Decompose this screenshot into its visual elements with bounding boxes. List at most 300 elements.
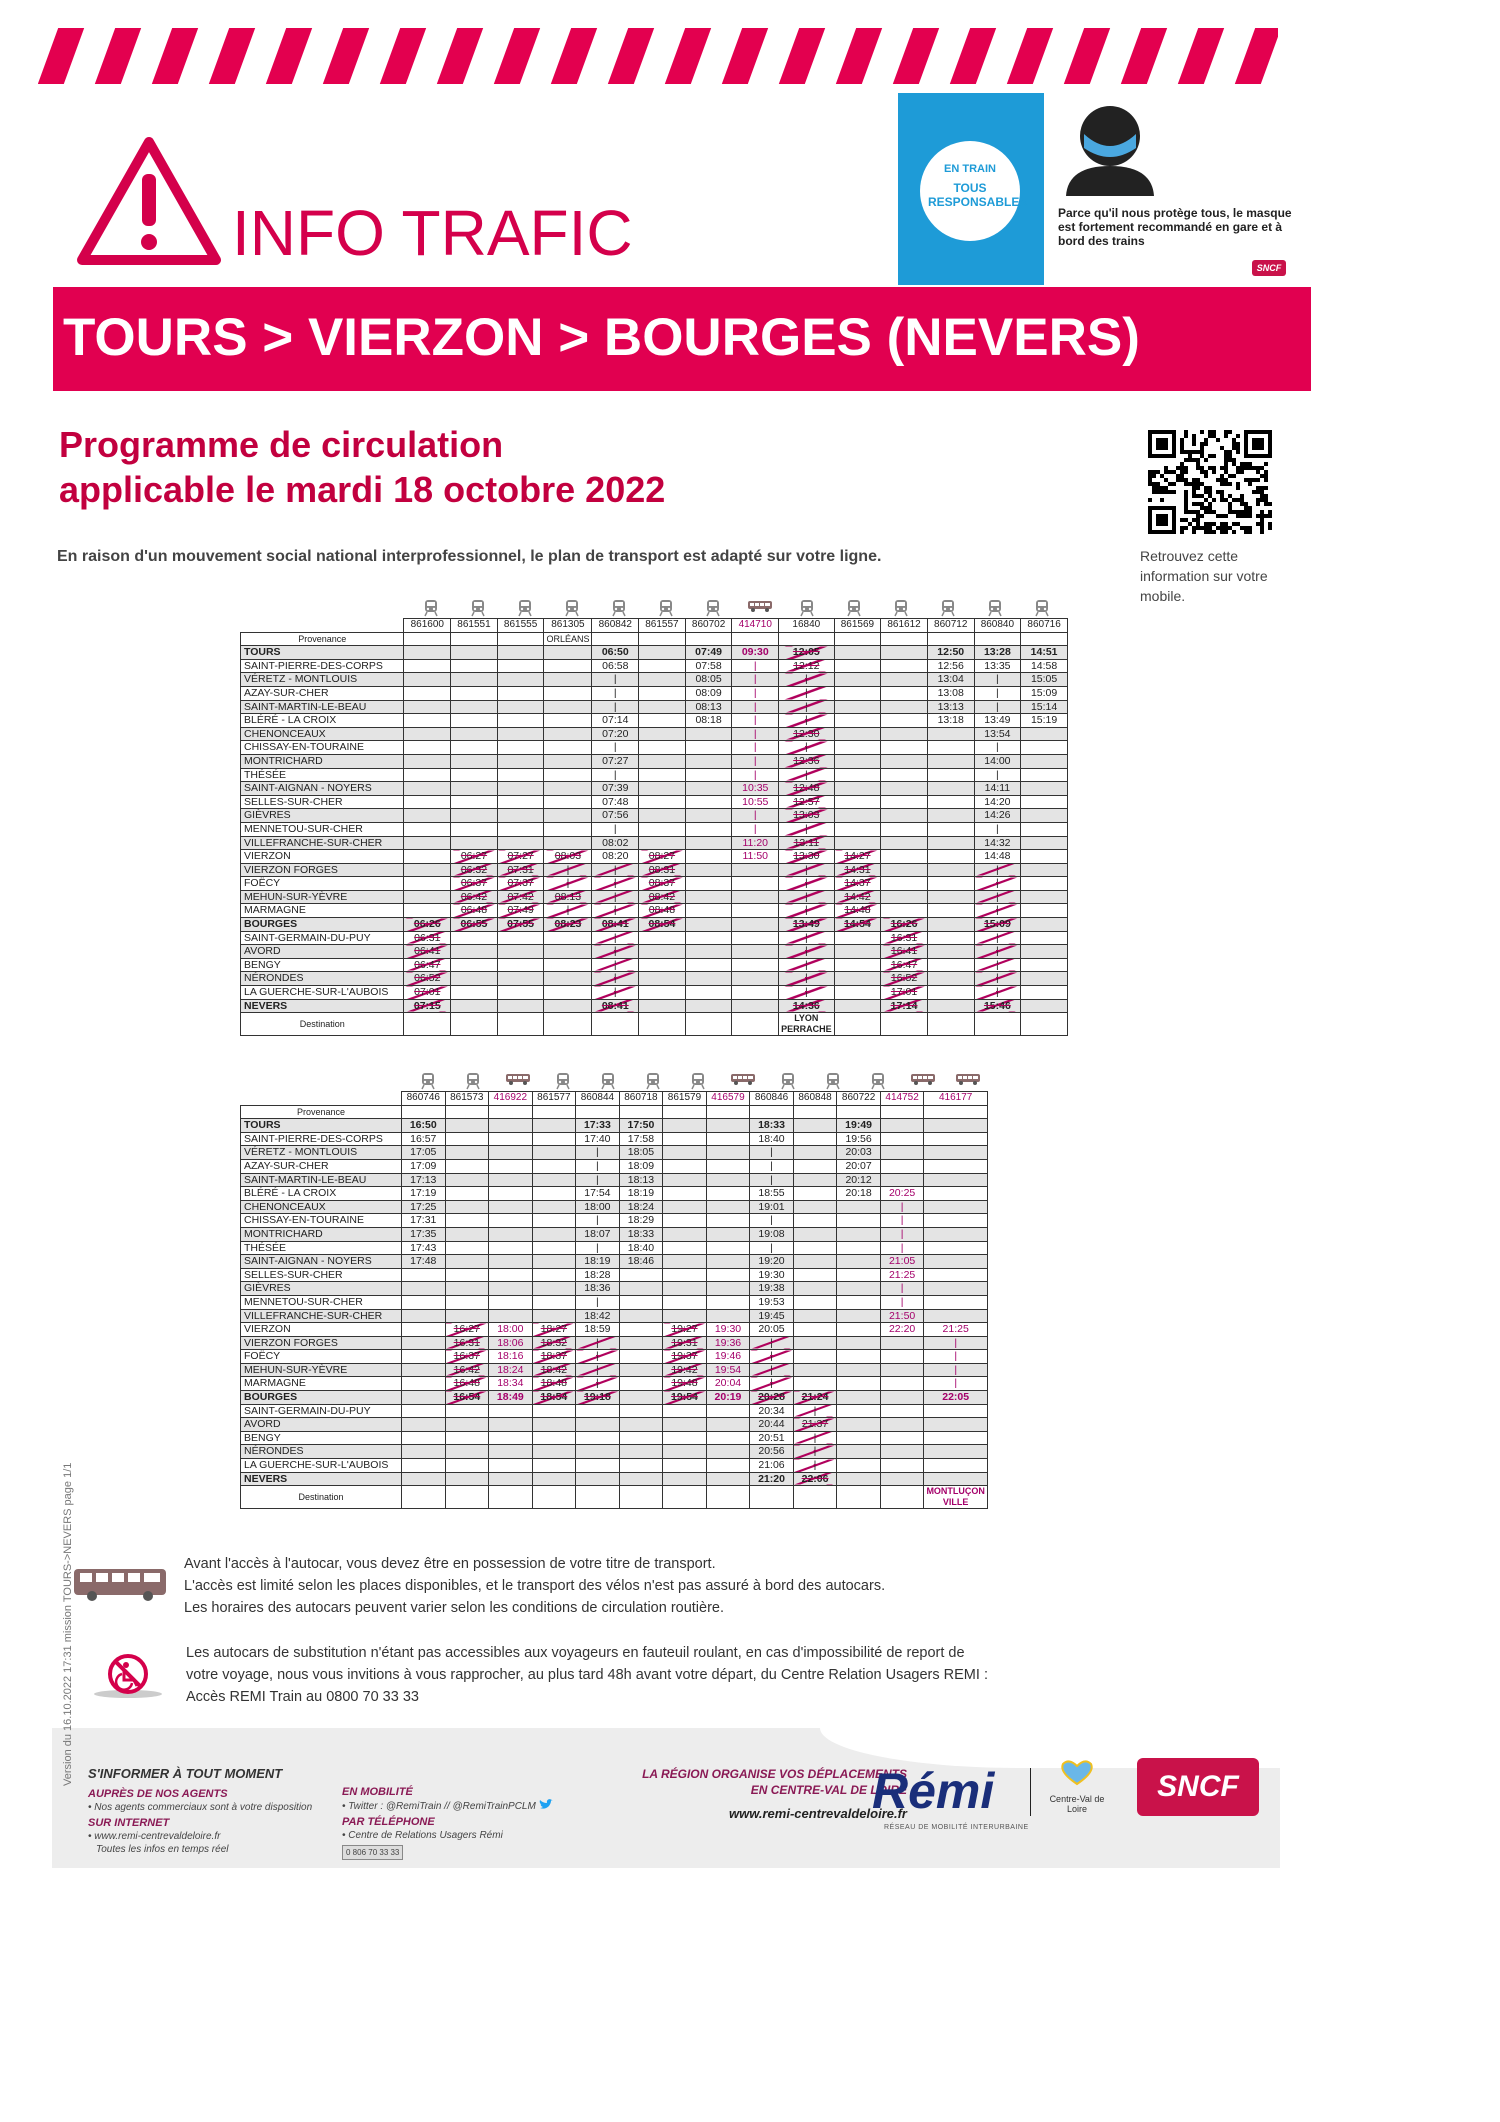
time-cell	[881, 850, 928, 864]
train-number-row	[241, 619, 1068, 633]
time-cell	[451, 890, 498, 904]
time-cell	[445, 1336, 489, 1350]
time-cell	[924, 1268, 988, 1282]
station-row	[241, 1119, 988, 1133]
time-cell	[974, 877, 1021, 891]
station-name: MONTRICHARD	[241, 754, 404, 768]
time-cell	[532, 1214, 576, 1228]
time-cell	[837, 1445, 881, 1459]
time-cell: 17:35	[402, 1227, 446, 1241]
station-name: VIERZON	[241, 1323, 402, 1337]
cancelled-time: |	[596, 1350, 599, 1363]
train-number: 860848	[793, 1092, 837, 1106]
station-name: NEVERS	[241, 1472, 402, 1486]
time-cell	[834, 972, 881, 986]
time-cell	[544, 809, 592, 823]
time-cell	[837, 1363, 881, 1377]
time-cell	[880, 1119, 924, 1133]
time-cell: |	[732, 822, 779, 836]
cancelled-time: |	[804, 904, 808, 917]
time-cell	[532, 1282, 576, 1296]
cancelled-time: 12:36	[793, 754, 820, 767]
cancelled-time: |	[613, 931, 617, 944]
time-cell	[544, 700, 592, 714]
time-cell	[489, 1418, 533, 1432]
time-cell	[750, 1350, 794, 1364]
time-cell: 18:33	[750, 1119, 794, 1133]
time-cell: 13:08	[927, 686, 974, 700]
time-cell	[451, 686, 498, 700]
cancelled-time: 16:52	[890, 972, 918, 985]
time-cell	[927, 727, 974, 741]
time-cell: 07:39	[592, 782, 639, 796]
cancelled-time: 14:54	[843, 918, 871, 931]
time-cell	[402, 1363, 446, 1377]
time-cell	[880, 1431, 924, 1445]
time-cell: 17:43	[402, 1241, 446, 1255]
time-cell	[404, 659, 451, 673]
time-cell	[404, 890, 451, 904]
time-cell	[497, 918, 544, 932]
destination-cell	[619, 1486, 663, 1509]
time-cell	[404, 945, 451, 959]
time-cell	[404, 972, 451, 986]
cancelled-time: 12:05	[792, 646, 820, 659]
time-cell	[451, 904, 498, 918]
time-cell	[663, 1146, 707, 1160]
cancelled-time: |	[813, 1445, 817, 1458]
time-cell: |	[732, 741, 779, 755]
cancelled-time: 16:47	[890, 958, 918, 971]
destination-cell	[497, 1013, 544, 1036]
time-cell: 18:05	[619, 1146, 663, 1160]
station-row	[241, 1159, 988, 1173]
time-cell	[837, 1200, 881, 1214]
cancelled-time: 14:48	[844, 904, 871, 917]
cancelled-time: 07:55	[507, 918, 535, 931]
time-cell	[544, 877, 592, 891]
time-cell	[837, 1418, 881, 1432]
cancelled-time: |	[804, 863, 808, 876]
cancelled-time: 08:03	[554, 850, 582, 863]
cancelled-time: 08:13	[554, 890, 582, 903]
time-cell: 18:16	[489, 1350, 533, 1364]
time-cell	[881, 890, 928, 904]
footer-internet-link[interactable]: • www.remi-centrevaldeloire.fr	[88, 1831, 221, 1842]
time-cell	[404, 863, 451, 877]
time-cell: 18:33	[619, 1227, 663, 1241]
time-cell	[706, 1404, 750, 1418]
time-cell	[576, 1445, 620, 1459]
station-name: CHISSAY-EN-TOURAINE	[241, 1214, 402, 1228]
cancelled-time: |	[804, 768, 808, 781]
time-cell: 19:30	[750, 1268, 794, 1282]
time-cell: 18:13	[619, 1173, 663, 1187]
time-cell	[881, 918, 928, 932]
station-name: AVORD	[241, 945, 404, 959]
time-cell: 16:57	[402, 1132, 446, 1146]
station-name: MARMAGNE	[241, 904, 404, 918]
time-cell	[404, 727, 451, 741]
time-cell	[619, 1268, 663, 1282]
time-cell: 13:54	[974, 727, 1021, 741]
time-cell	[924, 1241, 988, 1255]
sncf-logo: SNCF	[1137, 1758, 1259, 1816]
provenance-cell	[402, 1105, 446, 1119]
time-cell	[837, 1309, 881, 1323]
time-cell	[663, 1119, 707, 1133]
station-row	[241, 1445, 988, 1459]
time-cell	[793, 1309, 837, 1323]
time-cell	[927, 782, 974, 796]
time-cell	[881, 686, 928, 700]
time-cell	[544, 768, 592, 782]
time-cell	[451, 918, 498, 932]
cancelled-time: |	[770, 1336, 773, 1349]
time-cell	[532, 1472, 576, 1486]
time-cell	[974, 918, 1021, 932]
time-cell	[750, 1363, 794, 1377]
time-cell	[544, 714, 592, 728]
time-cell: 08:05	[685, 673, 732, 687]
time-cell	[532, 1459, 576, 1473]
time-cell	[497, 809, 544, 823]
time-cell	[639, 754, 686, 768]
time-cell: 18:59	[576, 1323, 620, 1337]
cancelled-time: 08:48	[648, 904, 676, 917]
station-name: GIÈVRES	[241, 1282, 402, 1296]
time-cell	[706, 1132, 750, 1146]
time-cell: |	[924, 1363, 988, 1377]
train-number: 861600	[404, 619, 451, 633]
train-number: 416177	[924, 1092, 988, 1106]
time-cell	[779, 646, 835, 660]
station-name: SAINT-MARTIN-LE-BEAU	[241, 1173, 402, 1187]
time-cell: |	[974, 768, 1021, 782]
cancelled-time: 13:11	[793, 836, 820, 849]
cancelled-time: 12:57	[793, 795, 820, 808]
qr-code[interactable]	[1148, 430, 1272, 534]
footer-twitter-link[interactable]: • Twitter : @RemiTrain // @RemiTrainPCLM	[342, 1801, 536, 1812]
time-cell	[779, 890, 835, 904]
time-cell	[924, 1132, 988, 1146]
time-cell	[497, 836, 544, 850]
time-cell	[489, 1146, 533, 1160]
time-cell: |	[732, 714, 779, 728]
time-cell	[924, 1146, 988, 1160]
time-cell	[592, 918, 639, 932]
station-name: VILLEFRANCHE-SUR-CHER	[241, 1309, 402, 1323]
station-row	[241, 1431, 988, 1445]
cancelled-time: |	[996, 904, 999, 917]
bus-notice-line: L'accès est limité selon les places disponibles, et le transport des vélos n'est pas assuré à bord des autocars.	[184, 1578, 886, 1594]
time-cell	[706, 1146, 750, 1160]
time-cell	[663, 1418, 707, 1432]
station-name: CHISSAY-EN-TOURAINE	[241, 741, 404, 755]
cancelled-time: 13:03	[793, 809, 820, 822]
time-cell: 21:20	[750, 1472, 794, 1486]
time-cell	[1021, 945, 1068, 959]
time-cell: 14:58	[1021, 659, 1068, 673]
time-cell	[445, 1268, 489, 1282]
cancelled-time: 07:31	[507, 863, 534, 876]
station-name: FOËCY	[241, 877, 404, 891]
time-cell	[834, 931, 881, 945]
time-cell	[445, 1146, 489, 1160]
time-cell	[544, 836, 592, 850]
station-name: SAINT-MARTIN-LE-BEAU	[241, 700, 404, 714]
qr-note: Retrouvez cette information sur votre mobile.	[1140, 548, 1268, 604]
time-cell	[974, 945, 1021, 959]
time-cell	[924, 1227, 988, 1241]
time-cell	[663, 1295, 707, 1309]
station-name: AZAY-SUR-CHER	[241, 686, 404, 700]
access-notice-line: Accès REMI Train au 0800 70 33 33	[186, 1689, 419, 1705]
time-cell: 12:56	[927, 659, 974, 673]
time-cell: 15:09	[1021, 686, 1068, 700]
time-cell	[576, 1336, 620, 1350]
time-cell	[732, 972, 779, 986]
destination-cell	[445, 1486, 489, 1509]
time-cell	[927, 904, 974, 918]
provenance-cell	[834, 632, 881, 646]
station-row	[241, 850, 1068, 864]
time-cell	[706, 1241, 750, 1255]
time-cell	[576, 1350, 620, 1364]
time-cell: 21:25	[924, 1323, 988, 1337]
station-name: VIERZON FORGES	[241, 1336, 402, 1350]
time-cell	[974, 931, 1021, 945]
time-cell	[706, 1159, 750, 1173]
time-cell	[445, 1282, 489, 1296]
time-cell	[489, 1173, 533, 1187]
time-cell	[706, 1187, 750, 1201]
cancelled-time: 12:48	[793, 782, 820, 795]
station-name: LA GUERCHE-SUR-L'AUBOIS	[241, 986, 404, 1000]
station-row	[241, 809, 1068, 823]
time-cell: |	[924, 1350, 988, 1364]
footer-phone-number[interactable]: 0 806 70 33 33	[342, 1845, 403, 1860]
station-row	[241, 1295, 988, 1309]
time-cell	[576, 1418, 620, 1432]
cancelled-time: 19:37	[671, 1350, 698, 1363]
time-cell	[663, 1173, 707, 1187]
time-cell: |	[576, 1146, 620, 1160]
time-cell	[834, 700, 881, 714]
footer-url[interactable]: www.remi-centrevaldeloire.fr	[729, 1806, 907, 1821]
time-cell: |	[750, 1214, 794, 1228]
time-cell	[532, 1159, 576, 1173]
time-cell	[779, 795, 835, 809]
time-cell: 17:19	[402, 1187, 446, 1201]
time-cell	[685, 809, 732, 823]
time-cell	[779, 850, 835, 864]
time-cell	[837, 1227, 881, 1241]
version-note: Version du 16.10.2022 17:31 mission TOURS->NEVERS page 1/1	[62, 1462, 74, 1786]
time-cell	[404, 646, 451, 660]
programme-line-1: Programme de circulation	[59, 424, 504, 465]
station-name: AVORD	[241, 1418, 402, 1432]
cancelled-time: 07:27	[507, 850, 534, 863]
provenance-row	[241, 632, 1068, 646]
time-cell	[639, 782, 686, 796]
destination-cell	[706, 1486, 750, 1509]
time-cell	[685, 863, 732, 877]
footer-internet: SUR INTERNET • www.remi-centrevaldeloire.fr Toutes les infos en temps réel	[88, 1817, 229, 1855]
provenance-cell	[927, 632, 974, 646]
station-row	[241, 741, 1068, 755]
info-trafic-title: INFO TRAFIC	[232, 197, 633, 269]
destination-cell	[532, 1486, 576, 1509]
time-cell	[834, 741, 881, 755]
footer-agents: AUPRÈS DE NOS AGENTS • Nos agents commerciaux sont à votre disposition	[88, 1788, 313, 1813]
time-cell	[924, 1295, 988, 1309]
time-cell	[639, 646, 686, 660]
train-number: 860712	[927, 619, 974, 633]
time-cell: 20:56	[750, 1445, 794, 1459]
time-cell	[619, 1404, 663, 1418]
train-number: 861573	[445, 1092, 489, 1106]
station-row	[241, 795, 1068, 809]
time-cell	[544, 795, 592, 809]
time-cell	[974, 999, 1021, 1013]
cancelled-time: |	[770, 1363, 773, 1376]
time-cell	[1021, 986, 1068, 1000]
time-cell	[779, 904, 835, 918]
time-cell: 19:30	[706, 1323, 750, 1337]
station-row	[241, 1377, 988, 1391]
time-cell	[793, 1445, 837, 1459]
time-cell	[445, 1227, 489, 1241]
time-cell	[793, 1255, 837, 1269]
station-name: CHENONCEAUX	[241, 727, 404, 741]
time-cell	[779, 754, 835, 768]
cancelled-time: 16:27	[453, 1323, 480, 1336]
provenance-cell	[404, 632, 451, 646]
time-cell	[497, 863, 544, 877]
time-cell	[834, 945, 881, 959]
station-name: SAINT-GERMAIN-DU-PUY	[241, 931, 404, 945]
time-cell	[685, 958, 732, 972]
destination-cell	[592, 1013, 639, 1036]
time-cell	[532, 1241, 576, 1255]
time-cell	[732, 877, 779, 891]
cancelled-time: |	[804, 890, 808, 903]
time-cell: |	[974, 673, 1021, 687]
time-cell	[834, 714, 881, 728]
cancelled-time: |	[804, 673, 808, 686]
cancelled-time: 16:41	[890, 945, 918, 958]
time-cell: 16:50	[402, 1119, 446, 1133]
footer-sinformer: S'INFORMER À TOUT MOMENT	[88, 1766, 283, 1781]
time-cell	[489, 1214, 533, 1228]
time-cell	[706, 1119, 750, 1133]
time-cell	[451, 646, 498, 660]
provenance-label: Provenance	[241, 632, 404, 646]
cancelled-time: 08:37	[648, 877, 676, 890]
cancelled-time: |	[770, 1377, 773, 1390]
time-cell: 07:49	[685, 646, 732, 660]
station-name: LA GUERCHE-SUR-L'AUBOIS	[241, 1459, 402, 1473]
cancelled-time: 15:46	[983, 999, 1011, 1012]
time-cell: |	[732, 727, 779, 741]
time-cell	[732, 931, 779, 945]
time-cell: 17:31	[402, 1214, 446, 1228]
time-cell	[793, 1146, 837, 1160]
time-cell	[532, 1418, 576, 1432]
time-cell: 18:40	[619, 1241, 663, 1255]
time-cell	[685, 945, 732, 959]
cancelled-time: 14:42	[844, 890, 871, 903]
time-cell: 07:20	[592, 727, 639, 741]
time-cell	[619, 1309, 663, 1323]
time-cell	[402, 1404, 446, 1418]
time-cell	[639, 768, 686, 782]
time-cell	[619, 1418, 663, 1432]
time-cell	[576, 1363, 620, 1377]
time-cell	[639, 850, 686, 864]
time-cell	[544, 822, 592, 836]
bus-icon	[900, 1072, 945, 1091]
time-cell	[881, 782, 928, 796]
time-cell	[685, 890, 732, 904]
time-cell	[880, 1391, 924, 1405]
time-cell	[927, 822, 974, 836]
time-cell	[924, 1282, 988, 1296]
access-notice-line: Les autocars de substitution n'étant pas accessibles aux voyageurs en fauteuil roulant, en cas d'impossibilité de report de	[186, 1645, 965, 1661]
cancelled-time: |	[613, 904, 617, 917]
time-cell	[639, 972, 686, 986]
time-cell	[404, 931, 451, 945]
cancelled-time: |	[996, 986, 999, 999]
destination-cell	[402, 1486, 446, 1509]
provenance-cell	[445, 1105, 489, 1119]
time-cell	[685, 999, 732, 1013]
station-row	[241, 714, 1068, 728]
station-row	[241, 1391, 988, 1405]
cancelled-time: 06:26	[413, 918, 441, 931]
time-cell	[834, 986, 881, 1000]
cancelled-time: 18:54	[540, 1391, 568, 1404]
time-cell	[927, 836, 974, 850]
time-cell	[532, 1445, 576, 1459]
time-cell	[592, 945, 639, 959]
time-cell	[924, 1309, 988, 1323]
time-cell: 22:20	[880, 1323, 924, 1337]
time-cell	[706, 1255, 750, 1269]
cancelled-time: |	[996, 972, 999, 985]
time-cell	[639, 741, 686, 755]
time-cell	[706, 1445, 750, 1459]
cancelled-time: 18:32	[540, 1336, 567, 1349]
time-cell	[1021, 741, 1068, 755]
destination-cell	[880, 1486, 924, 1509]
time-cell	[489, 1159, 533, 1173]
time-cell	[544, 646, 592, 660]
time-cell	[445, 1445, 489, 1459]
time-cell	[544, 931, 592, 945]
time-cell: |	[750, 1173, 794, 1187]
station-row	[241, 1309, 988, 1323]
time-cell: 10:35	[732, 782, 779, 796]
time-cell	[445, 1132, 489, 1146]
time-cell	[532, 1323, 576, 1337]
time-cell: 18:49	[489, 1391, 533, 1405]
station-row	[241, 754, 1068, 768]
time-cell: 20:44	[750, 1418, 794, 1432]
time-cell	[544, 918, 592, 932]
remi-logo: Rémi	[872, 1763, 995, 1819]
